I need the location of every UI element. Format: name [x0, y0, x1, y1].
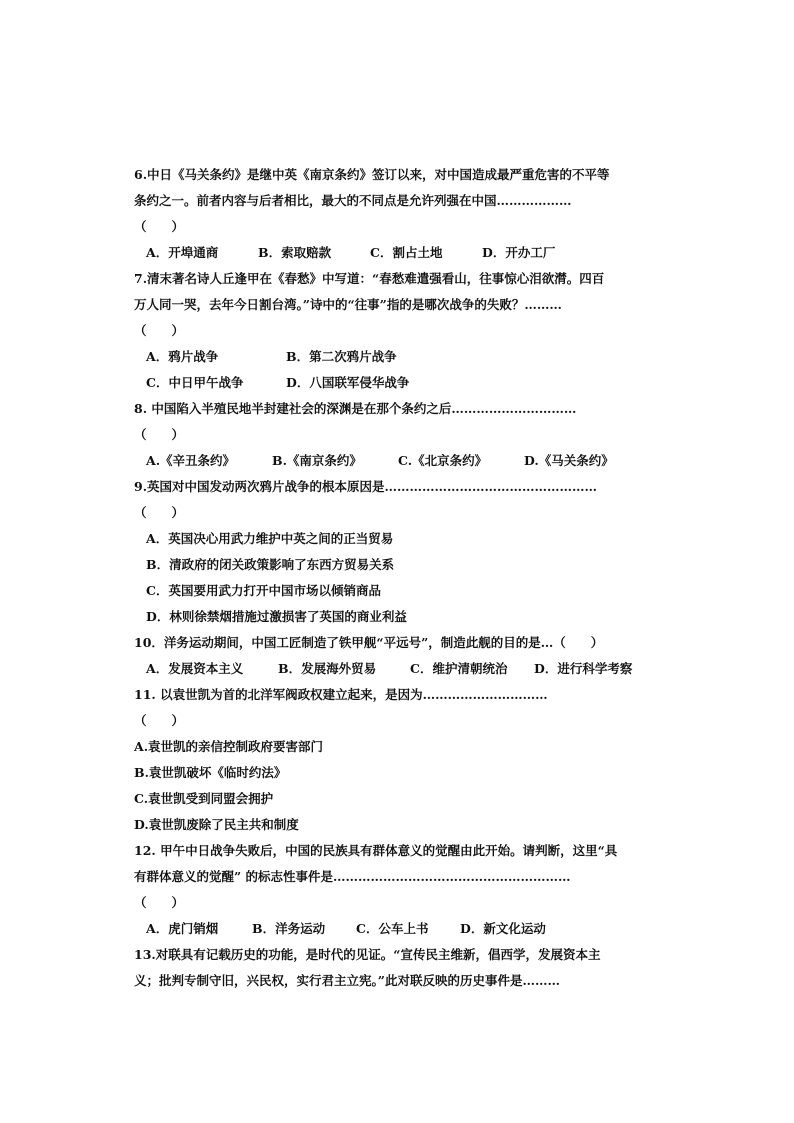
- question-text: 11. 以袁世凯为首的北洋军阀政权建立起来，是因为…………………………: [134, 687, 548, 702]
- option-a: A.袁世凯的亲信控制政府要害部门: [134, 739, 324, 754]
- option-b: B．索取赔款: [258, 245, 332, 260]
- question-13: [134, 942, 664, 994]
- option-c: C．割占土地: [370, 245, 443, 260]
- option-a: A．英国决心用武力维护中英之间的正当贸易: [146, 531, 394, 546]
- question-7: [134, 266, 664, 396]
- option-a: A．开埠通商: [146, 245, 219, 260]
- question-text: 12. 甲午中日战争失败后，中国的民族具有群体意义的觉醒由此开始。请判断，这里“具: [134, 843, 618, 858]
- option-c: C．公车上书: [356, 921, 429, 936]
- question-9: [134, 474, 664, 630]
- option-a: A．虎门销烟: [146, 921, 219, 936]
- option-d: D.《马关条约》: [524, 453, 614, 468]
- option-a: A．发展资本主义: [146, 661, 244, 676]
- question-text: 条约之一。前者内容与后者相比，最大的不同点是允许列强在中国………………: [134, 193, 572, 208]
- option-c: C．中日甲午战争: [146, 375, 244, 390]
- options-row: [134, 344, 664, 370]
- question-text: 义；批判专制守旧，兴民权，实行君主立宪。”此对联反映的历史事件是………: [134, 973, 560, 988]
- question-text: 8. 中国陷入半殖民地半封建社会的深渊是在那个条约之后…………………………: [134, 401, 577, 416]
- option-b: B．第二次鸦片战争: [286, 349, 397, 364]
- option-d: D．进行科学考察: [534, 661, 633, 676]
- option-b: B.袁世凯破坏《临时约法》: [134, 765, 287, 780]
- option-d: D．新文化运动: [460, 921, 546, 936]
- question-8: [134, 396, 664, 474]
- answer-blank: （ ）: [134, 895, 185, 910]
- question-text: 10．洋务运动期间，中国工匠制造了铁甲舰“平远号”，制造此舰的目的是…（ ）: [134, 635, 604, 650]
- answer-blank: （ ）: [134, 323, 185, 338]
- option-d: D．林则徐禁烟措施过激损害了英国的商业利益: [146, 609, 407, 624]
- answer-blank: （ ）: [134, 505, 185, 520]
- question-text: 6.中日《马关条约》是继中英《南京条约》签订以来，对中国造成最严重危害的不平等: [134, 167, 610, 182]
- options-row: [134, 916, 664, 942]
- option-d: D.袁世凯废除了民主共和制度: [134, 817, 299, 832]
- question-12: [134, 838, 664, 942]
- option-b: B．清政府的闭关政策影响了东西方贸易关系: [146, 557, 395, 572]
- option-d: D．八国联军侵华战争: [286, 375, 410, 390]
- options-row: [134, 240, 664, 266]
- option-c: C.《北京条约》: [398, 453, 488, 468]
- options-row: [134, 370, 664, 396]
- answer-blank: （ ）: [134, 427, 185, 442]
- question-text: 9.英国对中国发动两次鸦片战争的根本原因是……………………………………………: [134, 479, 598, 494]
- option-d: D．开办工厂: [482, 245, 556, 260]
- question-text: 7.清末著名诗人丘逢甲在《春愁》中写道：“春愁难遣强看山，往事惊心泪欲潸。四百: [134, 271, 605, 286]
- options-row: [134, 448, 664, 474]
- option-b: B.《南京条约》: [272, 453, 362, 468]
- question-list: [134, 162, 664, 994]
- answer-blank: （ ）: [134, 219, 185, 234]
- question-11: [134, 682, 664, 838]
- answer-blank: （ ）: [134, 713, 185, 728]
- option-b: B．发展海外贸易: [278, 661, 377, 676]
- option-c: C．英国要用武力打开中国市场以倾销商品: [146, 583, 381, 598]
- question-text: 万人同一哭，去年今日割台湾。”诗中的“往事”指的是哪次战争的失败？………: [134, 297, 562, 312]
- option-a: A．鸦片战争: [146, 349, 219, 364]
- option-c: C.袁世凯受到同盟会拥护: [134, 791, 274, 806]
- option-b: B．洋务运动: [252, 921, 326, 936]
- question-10: [134, 630, 664, 682]
- question-text: 有群体意义的觉醒” 的标志性事件是…………………………………………………: [134, 869, 571, 884]
- question-6: [134, 162, 664, 266]
- question-text: 13.对联具有记载历史的功能，是时代的见证。“宣传民主维新，倡西学，发展资本主: [134, 947, 601, 962]
- option-c: C．维护清朝统治: [410, 661, 508, 676]
- option-a: A.《辛丑条约》: [146, 453, 236, 468]
- options-row: [134, 656, 664, 682]
